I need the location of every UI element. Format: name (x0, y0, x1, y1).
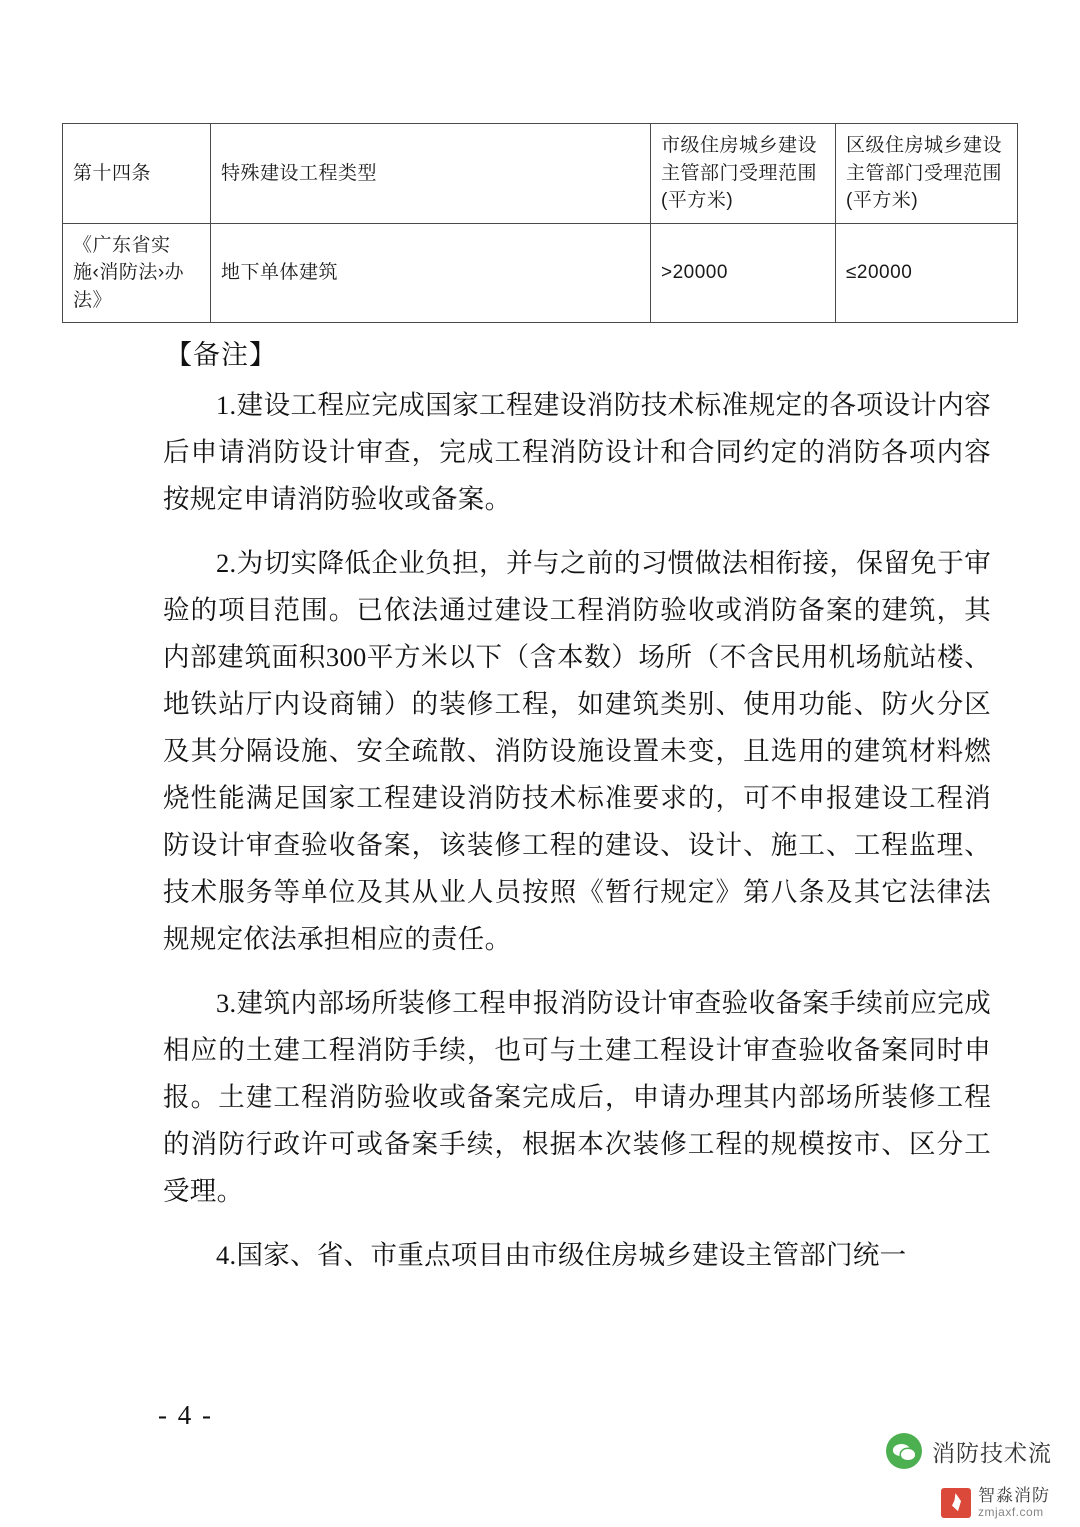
table-header-district-scope: 区级住房城乡建设主管部门受理范围(平方米) (836, 124, 1018, 224)
table-cell-project-type: 地下单体建筑 (211, 223, 651, 323)
wechat-watermark (886, 1433, 1052, 1469)
notes-body (163, 382, 991, 1296)
note-paragraph-2: 2.为切实降低企业负担，并与之前的习惯做法相衔接，保留免于审验的项目范围。已依法通过建设工程消防验收或消防备案的建筑，其内部建筑面积300平方米以下（含本数）场所（不含民用机场航站楼、地铁站厅内设商铺）的装修工程，如建筑类别、使用功能、防火分区及其分隔设施、安全疏散、消防设施设置未变，且选用的建筑材料燃烧性能满足国家工程建设消防技术标准要求的，可不申报建设工程消防设计审查验收备案，该装修工程的建设、设计、施工、工程监理、技术服务等单位及其从业人员按照《暂行规定》第八条及其它法律法规规定依法承担相应的责任。 (163, 548, 991, 954)
table-row (63, 223, 1018, 323)
wechat-account-name: 消防技术流 (932, 1439, 1052, 1466)
table-header-row (63, 124, 1018, 224)
flame-logo-icon (941, 1488, 971, 1518)
table-header-project-type: 特殊建设工程类型 (211, 124, 651, 224)
notes-heading: 【备注】 (165, 340, 277, 370)
table-cell-district-scope: ≤20000 (836, 223, 1018, 323)
note-paragraph-1: 1.建设工程应完成国家工程建设消防技术标准规定的各项设计内容后申请消防设计审查，完成工程消防设计和合同约定的消防各项内容按规定申请消防验收或备案。 (163, 390, 991, 514)
table-cell-law: 《广东省实施‹消防法›办法》 (63, 223, 211, 323)
note-paragraph-4: 4.国家、省、市重点项目由市级住房城乡建设主管部门统一 (216, 1240, 907, 1270)
note-paragraph-3: 3.建筑内部场所装修工程申报消防设计审查验收备案手续前应完成相应的土建工程消防手续，也可与土建工程设计审查验收备案同时申报。土建工程消防验收或备案完成后，申请办理其内部场所装修工程的消防行政许可或备案手续，根据本次装修工程的规模按市、区分工受理。 (163, 988, 991, 1206)
table-header-city-scope: 市级住房城乡建设主管部门受理范围(平方米) (651, 124, 836, 224)
table-header-clause: 第十四条 (63, 124, 211, 224)
brand-url: zmjaxf.com (978, 1504, 1044, 1519)
table-cell-city-scope: >20000 (651, 223, 836, 323)
scope-table (62, 123, 1018, 323)
brand-watermark (941, 1487, 1050, 1519)
brand-text-group (978, 1487, 1050, 1519)
page-number: - 4 - (158, 1400, 213, 1430)
brand-name: 智淼消防 (978, 1486, 1050, 1506)
wechat-icon (886, 1433, 922, 1469)
